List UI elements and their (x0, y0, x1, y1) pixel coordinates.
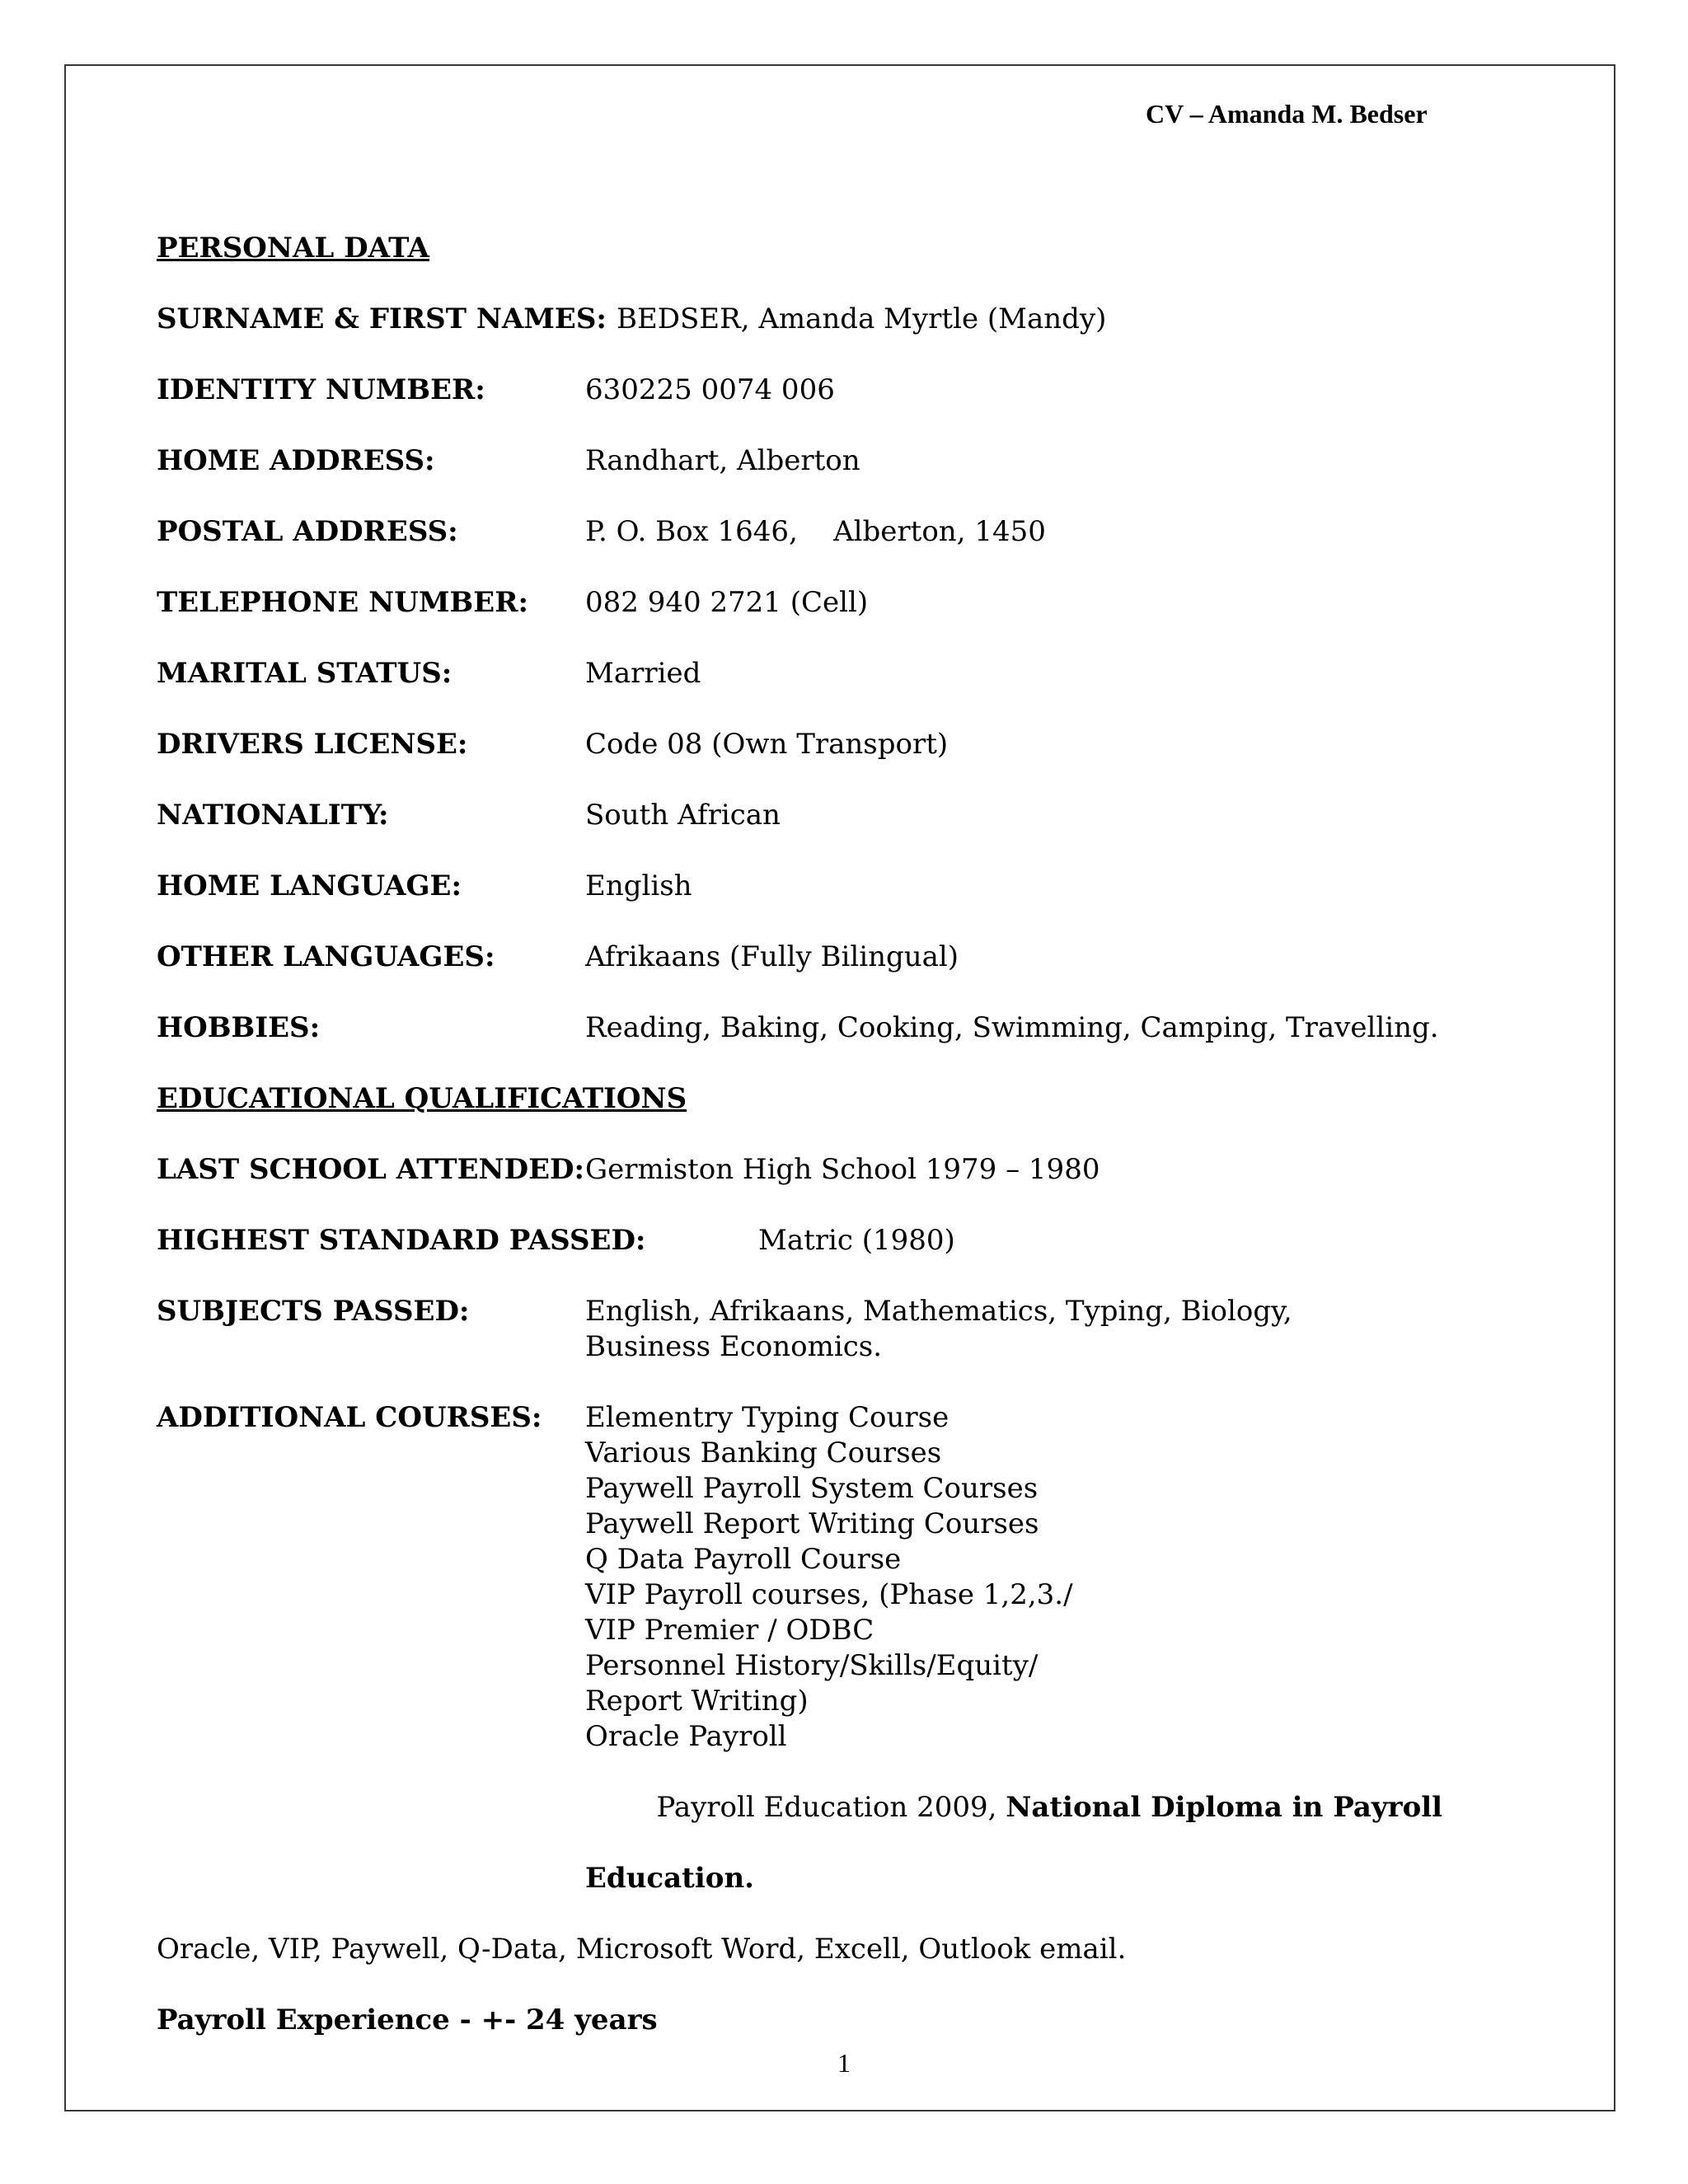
section-heading-personal: PERSONAL DATA (157, 232, 429, 265)
field-label: NATIONALITY: (157, 799, 389, 832)
document-header-title: CV – Amanda M. Bedser (1146, 99, 1428, 129)
field-value: English (585, 869, 692, 902)
field-value: Matric (1980) (758, 1224, 955, 1257)
field-value: 082 940 2721 (Cell) (585, 586, 869, 619)
field-home-address (157, 443, 1558, 479)
course-item: Personnel History/Skills/Equity/ (585, 1649, 1039, 1682)
page-number: 1 (837, 2048, 851, 2078)
field-label: OTHER LANGUAGES: (157, 940, 495, 973)
skills-line: Oracle, VIP, Paywell, Q-Data, Microsoft Word, Excell, Outlook email. (157, 1933, 1127, 1966)
field-label: ADDITIONAL COURSES: (157, 1401, 542, 1434)
course-item: Report Writing) (585, 1685, 809, 1718)
course-item: Paywell Report Writing Courses (585, 1507, 1039, 1540)
field-value: P. O. Box 1646, Alberton, 1450 (585, 515, 1046, 548)
field-postal-address (157, 514, 1558, 550)
field-home-language (157, 869, 1558, 904)
field-telephone-number (157, 585, 1558, 621)
diploma-title: National Diploma in Payroll (1006, 1791, 1443, 1824)
field-surname (157, 302, 1558, 337)
field-value: 630225 0074 006 (585, 373, 835, 406)
field-marital-status (157, 656, 1558, 691)
field-label: MARITAL STATUS: (157, 657, 452, 690)
field-last-school (157, 1152, 1558, 1188)
field-label: IDENTITY NUMBER: (157, 373, 485, 406)
document-body (157, 231, 1558, 2074)
field-value: BEDSER, Amanda Myrtle (Mandy) (616, 302, 1107, 335)
course-item: VIP Payroll courses, (Phase 1,2,3./ (585, 1578, 1073, 1611)
field-label: DRIVERS LICENSE: (157, 728, 468, 761)
field-label: HIGHEST STANDARD PASSED: (157, 1224, 646, 1257)
experience-line: Payroll Experience - +- 24 years (157, 2004, 658, 2036)
course-item: Elementry Typing Course (585, 1401, 950, 1434)
course-item: VIP Premier / ODBC (585, 1614, 874, 1647)
field-other-languages (157, 940, 1558, 975)
field-value: Germiston High School 1979 – 1980 (585, 1153, 1100, 1186)
subject-line: Business Economics. (585, 1330, 883, 1363)
field-label: LAST SCHOOL ATTENDED: (157, 1153, 585, 1186)
field-label: SURNAME & FIRST NAMES: (157, 302, 607, 335)
field-nationality (157, 798, 1558, 833)
field-label: TELEPHONE NUMBER: (157, 586, 528, 619)
field-highest-standard (157, 1223, 1558, 1258)
field-label: HOBBIES: (157, 1011, 321, 1044)
diploma-title-continued: Education. (585, 1862, 754, 1895)
field-label: HOME ADDRESS: (157, 444, 435, 477)
field-value: Reading, Baking, Cooking, Swimming, Camping, Travelling. (585, 1011, 1439, 1044)
course-item: Various Banking Courses (585, 1436, 942, 1469)
course-list (585, 1400, 1558, 1896)
subject-line: English, Afrikaans, Mathematics, Typing, Biology, (585, 1295, 1292, 1328)
field-label: SUBJECTS PASSED: (157, 1295, 470, 1328)
field-value: Code 08 (Own Transport) (585, 728, 949, 761)
course-item: Q Data Payroll Course (585, 1543, 902, 1576)
course-item: Paywell Payroll System Courses (585, 1472, 1039, 1505)
field-label: POSTAL ADDRESS: (157, 515, 458, 548)
field-identity-number (157, 373, 1558, 408)
field-value: South African (585, 799, 781, 832)
field-drivers-license (157, 727, 1558, 762)
course-item-diploma (585, 1755, 1558, 1861)
field-subjects-passed (157, 1294, 1558, 1365)
field-label: HOME LANGUAGE: (157, 869, 462, 902)
field-value (585, 1294, 1558, 1365)
field-value: Afrikaans (Fully Bilingual) (585, 940, 959, 973)
field-hobbies (157, 1010, 1558, 1046)
field-value: Randhart, Alberton (585, 444, 860, 477)
course-item-text: Payroll Education 2009, (656, 1791, 1006, 1824)
field-value: Married (585, 657, 701, 690)
field-additional-courses (157, 1400, 1558, 1896)
course-item: Oracle Payroll (585, 1720, 787, 1753)
section-heading-education: EDUCATIONAL QUALIFICATIONS (157, 1082, 687, 1115)
